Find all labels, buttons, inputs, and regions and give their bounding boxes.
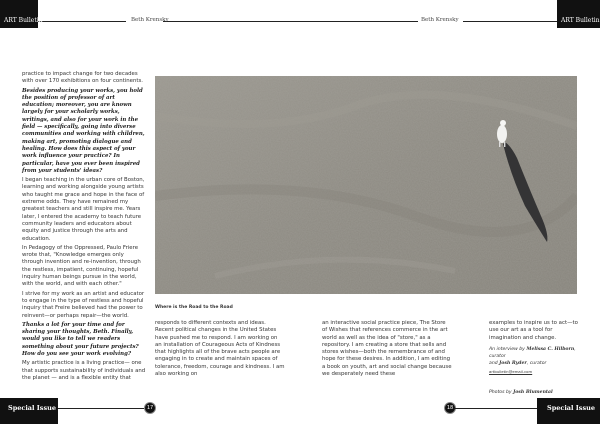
artwork-photo: [155, 76, 577, 294]
interview-question: Thanks a lot for your time and for sharing your thoughts, Beth. Finally, would you like to tell we readers something about your future projects? How do you see your work evolving?: [22, 321, 139, 357]
author-name-left: Beth Krensky: [131, 17, 169, 23]
photo-credit-name: Josh Blumental: [513, 390, 553, 396]
article-column-2: [155, 320, 285, 380]
footer-rule: [58, 408, 144, 409]
footer-rule: [455, 408, 537, 409]
special-issue-label-right: Special Issue: [547, 404, 595, 412]
page-number-right: 18: [444, 402, 456, 414]
magazine-title-left: ART Bulletin: [4, 17, 43, 24]
interview-credit: [489, 346, 584, 368]
photo-credit: [489, 389, 584, 396]
paragraph: an interactive social practice piece, The Store of Wishes that references commerce in the art world as well as the idea of "store," as a repository. I am creating a store that sells and stores wishes—both the remembrance of and hope for these desires. In addition, I am editing a book on youth, art and social change because we desperately need these: [322, 320, 452, 378]
header-rule: [463, 21, 557, 22]
header-rule: [300, 21, 418, 22]
paragraph: My artistic practice is a living practice— one that supports sustainability of individuals and the planet — and is a flexible entity that: [22, 360, 146, 381]
bottom-footer-bar: [0, 398, 600, 424]
credit-intro: An interview by: [489, 346, 525, 352]
credit-name: Josh Ryder: [499, 361, 527, 367]
credit-name: Melissa C. Hilborn: [526, 346, 575, 352]
paragraph: practice to impact change for two decades with over 170 exhibitions on four continents.: [22, 71, 144, 85]
article-column-4: [489, 320, 584, 396]
special-issue-label-left: Special Issue: [8, 404, 56, 412]
photo-credit-intro: Photos by: [489, 390, 512, 396]
contact-email-link[interactable]: artbulletin@email.com: [489, 368, 533, 374]
paragraph: In Pedagogy of the Oppressed, Paulo Friere wrote that, "Knowledge emerges only through invention and re-invention, through the restless, impatient, continuing, hopeful inquiry human beings pursue in the world, with the world, and with each other.": [22, 244, 141, 288]
figure-shadow-photo: [155, 76, 577, 294]
article-column-1: [22, 71, 146, 384]
credit-and: and: [489, 361, 498, 367]
magazine-title-right: ART Bulletin: [561, 17, 600, 24]
credit-role: , curator: [489, 346, 576, 360]
article-column-3: [322, 320, 452, 380]
paragraph: I began teaching in the urban core of Boston, learning and working alongside young artists who taught me grace and hope in the face of extreme odds. They have remained my greatest teachers and still inspire me. Years later, I entered the academy to teach future community leaders and educators about equity and justice through the arts and education.: [22, 177, 145, 242]
paragraph: responds to different contexts and ideas. Recent political changes in the United States have pushed me to respond. I am working on an installation of Courageous Acts of Kindness that highlights all of the brave acts people are engaging in to create and maintain spaces of tolerance, freedom, courage and kindness. I am also working on: [155, 320, 285, 378]
header-rule: [38, 21, 126, 22]
interview-question: Besides producing your works, you hold the position of professor of art education; moreover, you are known largely for your scholarly works, writings, and also for your work in the field — specifically, going into diverse communities and working with children, making art, promoting dialogue and healing. How does this aspect of your work influence your practice? In particular, have you ever been inspired from your students' ideas?: [22, 87, 145, 174]
page-number-left: 17: [144, 402, 156, 414]
author-name-right: Beth Krensky: [421, 17, 459, 23]
paragraph: examples to inspire us to act—to use our art as a tool for imagination and change.: [489, 320, 578, 341]
photo-caption: Where is the Road to the Road: [155, 305, 233, 310]
top-header-bar: [0, 0, 600, 28]
header-rule: [163, 21, 300, 22]
credit-role: , curator: [526, 361, 547, 367]
paragraph: I strive for my work as an artist and educator to engage in the type of restless and hopeful inquiry that Freire believed had the power to reinvent—or perhaps repair—the world.: [22, 290, 145, 319]
